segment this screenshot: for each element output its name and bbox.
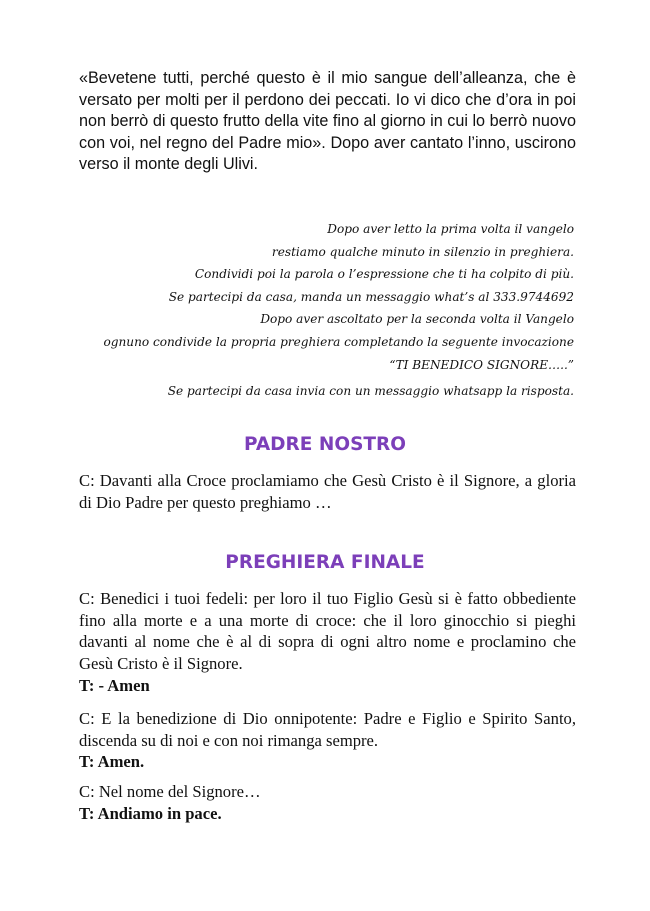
- instruction-line: “TI BENEDICO SIGNORE…..”: [389, 357, 574, 372]
- benediction-text: C: E la benedizione di Dio onnipotente: Padre e Figlio e Spirito Santo, discenda su di noi e con noi rimanga sempre.: [79, 709, 576, 750]
- instructions-block: [54, 218, 574, 403]
- instruction-line: ognuno condivide la propria preghiera completando la seguente invocazione: [103, 334, 574, 349]
- padre-nostro-heading: PADRE NOSTRO: [244, 434, 406, 455]
- instruction-line: Dopo aver letto la prima volta il vangelo: [327, 222, 574, 236]
- instruction-line: Condividi poi la parola o l’espressione che ti ha colpito di più.: [194, 267, 574, 282]
- dismissal-text: C: Nel nome del Signore…: [79, 782, 261, 801]
- instruction-line: Dopo aver ascoltato per la seconda volta il Vangelo: [260, 312, 574, 327]
- instruction-line: Se partecipi da casa invia con un messaggio whatsapp la risposta.: [167, 384, 574, 399]
- instruction-line: restiamo qualche minuto in silenzio in preghiera.: [271, 244, 574, 259]
- response-amen-2: T: Amen.: [79, 752, 145, 771]
- padre-nostro-text: C: Davanti alla Croce proclamiamo che Gesù Cristo è il Signore, a gloria di Dio Padre per questo preghiamo …: [79, 471, 576, 512]
- response-amen-1: T: - Amen: [79, 676, 150, 695]
- blessing-prayer-text: C: Benedici i tuoi fedeli: per loro il tuo Figlio Gesù si è fatto obbediente fino alla morte e a una morte di croce: che il loro ginocchio si pieghi davanti al nome che è al di sopra di ogni altro nome e proclamino che Gesù Cristo è il Signore.: [79, 589, 576, 673]
- preghiera-finale-heading: PREGHIERA FINALE: [225, 552, 425, 573]
- response-andiamo-in-pace: T: Andiamo in pace.: [79, 804, 222, 823]
- gospel-reading-paragraph: «Bevetene tutti, perché questo è il mio sangue dell’alleanza, che è versato per molti per il perdono dei peccati. Io vi dico che d’ora in poi non berrò di questo frutto della vite fino al giorno in cui lo berrò nuovo con voi, nel regno del Padre mio». Dopo aver cantato l’inno, uscirono verso il monte degli Ulivi.: [79, 69, 576, 174]
- instruction-line: Se partecipi da casa, manda un messaggio what’s al 333.9744692: [168, 289, 574, 304]
